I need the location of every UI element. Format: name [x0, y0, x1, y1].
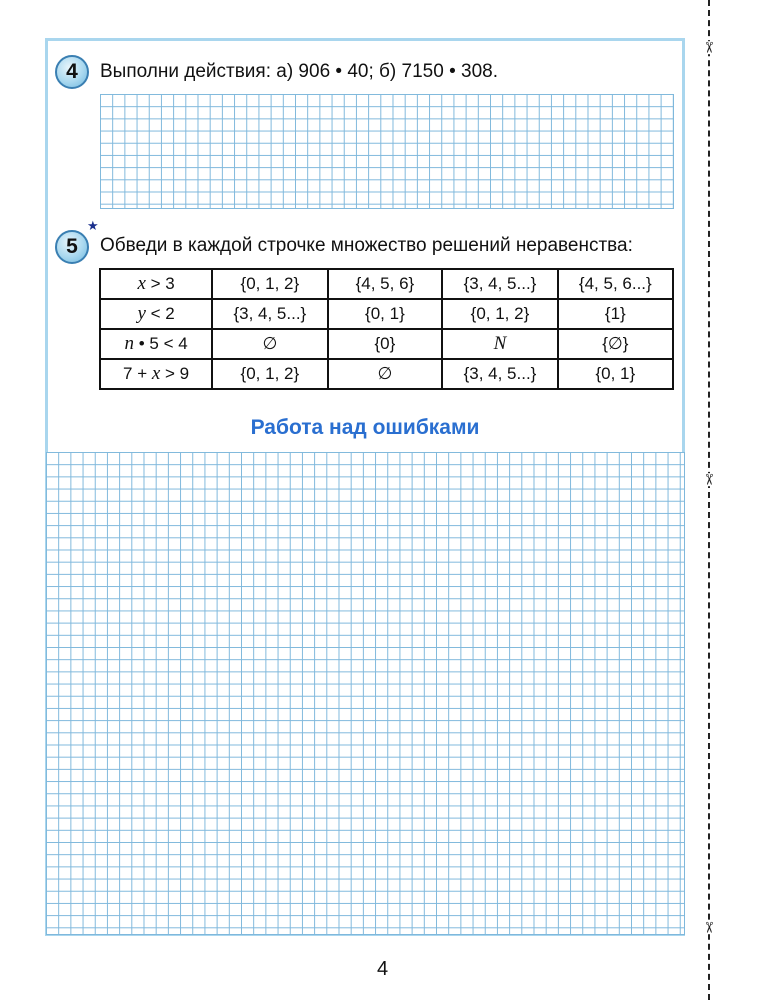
- answer-option[interactable]: {4, 5, 6}: [328, 269, 443, 299]
- answer-option[interactable]: {0}: [328, 329, 443, 359]
- answer-option[interactable]: {0, 1}: [328, 299, 443, 329]
- answer-grid-corrections[interactable]: [46, 452, 685, 935]
- scissors-icon: ✂: [699, 921, 718, 934]
- answer-option[interactable]: ∅: [212, 329, 327, 359]
- inequality-cell: n • 5 < 4: [100, 329, 212, 359]
- table-row: [100, 359, 673, 389]
- task-5-text: Обведи в каждой строчке множество решений неравенства:: [100, 235, 633, 256]
- answer-option[interactable]: {0, 1, 2}: [442, 299, 557, 329]
- inequality-cell: 7 + x > 9: [100, 359, 212, 389]
- answer-option[interactable]: {0, 1, 2}: [212, 359, 327, 389]
- table-row: [100, 299, 673, 329]
- answer-option[interactable]: {0, 1}: [558, 359, 673, 389]
- section-heading: Работа над ошибками: [250, 416, 480, 439]
- answer-option[interactable]: {∅}: [558, 329, 673, 359]
- task-number-badge: 5: [55, 230, 89, 264]
- task-4-text: Выполни действия: а) 906 • 40; б) 7150 • 308.: [100, 61, 498, 82]
- star-icon: ★: [87, 219, 99, 234]
- scissors-icon: ✂: [699, 41, 718, 54]
- answer-grid-task-4[interactable]: [100, 94, 674, 209]
- answer-option[interactable]: {3, 4, 5...}: [212, 299, 327, 329]
- task-number-badge: 4: [55, 55, 89, 89]
- inequality-table: [99, 268, 674, 390]
- answer-option[interactable]: N: [442, 329, 557, 359]
- cut-line: [708, 0, 710, 1000]
- table-row: [100, 329, 673, 359]
- scissors-icon: ✂: [699, 473, 718, 486]
- answer-option[interactable]: ∅: [328, 359, 443, 389]
- inequality-cell: x > 3: [100, 269, 212, 299]
- answer-option[interactable]: {3, 4, 5...}: [442, 269, 557, 299]
- answer-option[interactable]: {0, 1, 2}: [212, 269, 327, 299]
- inequality-cell: y < 2: [100, 299, 212, 329]
- table-row: [100, 269, 673, 299]
- page-number: 4: [376, 958, 389, 980]
- answer-option[interactable]: {4, 5, 6...}: [558, 269, 673, 299]
- answer-option[interactable]: {3, 4, 5...}: [442, 359, 557, 389]
- answer-option[interactable]: {1}: [558, 299, 673, 329]
